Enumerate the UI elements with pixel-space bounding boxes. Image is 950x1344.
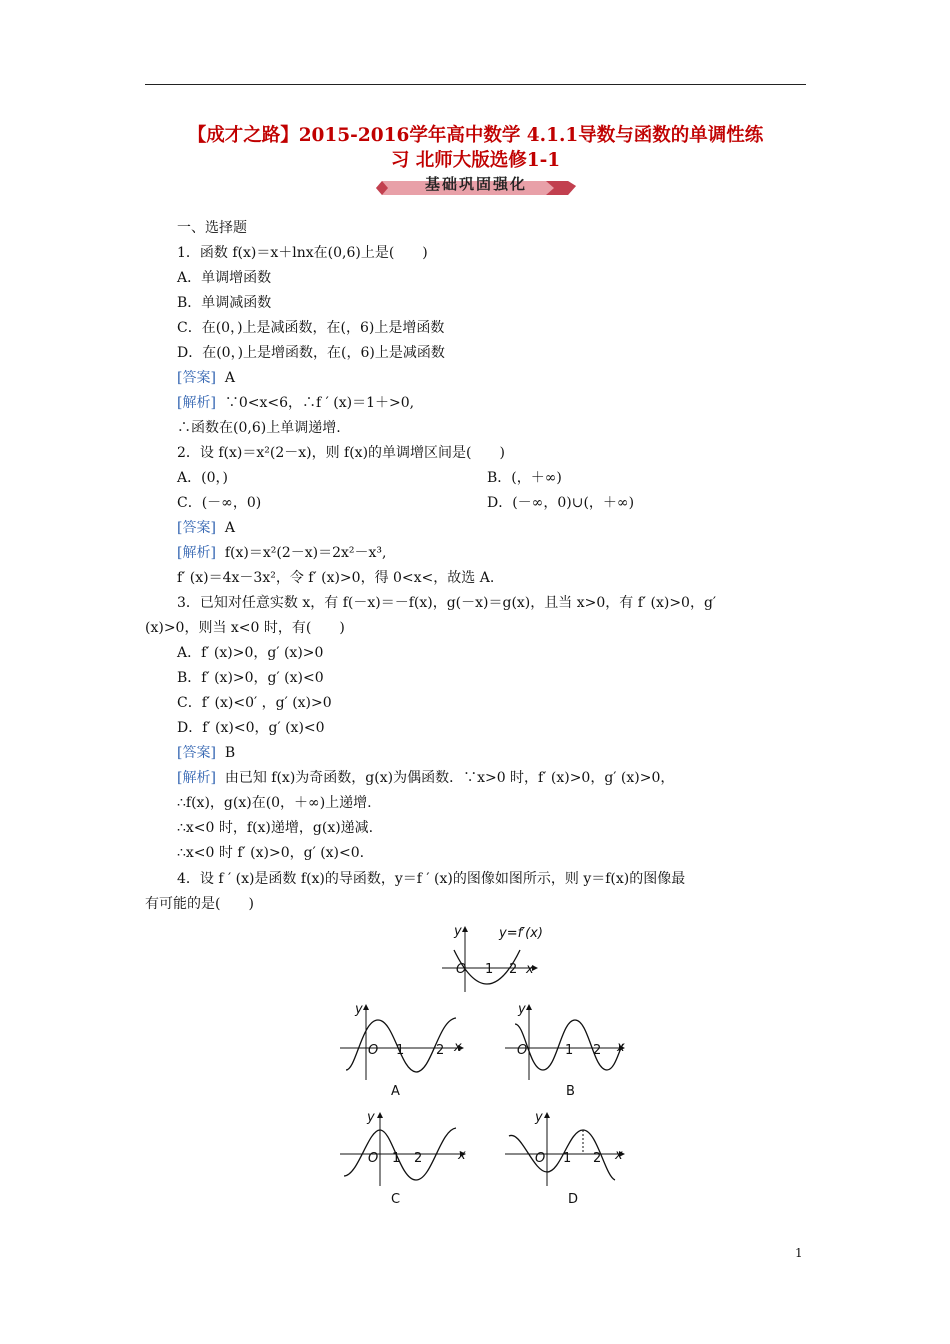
answer-value: A <box>224 370 235 386</box>
q1-option-d: D．在(0，)上是增函数，在(，6)上是减函数 <box>177 345 445 361</box>
origin-label: O <box>456 962 467 977</box>
section-heading: 一、选择题 <box>177 220 247 236</box>
answer-tag: [答案] <box>177 745 216 761</box>
tick-2-label: 2 <box>593 1043 602 1058</box>
q2-option-d: D．(－∞，0)∪(，＋∞) <box>487 495 635 511</box>
q3-option-c: C．f′ (x)<0′ ，g′ (x)>0 <box>177 695 332 711</box>
q2-option-c: C．(－∞，0) <box>177 495 262 511</box>
document-title <box>145 123 806 173</box>
q2-stem: 2．设 f(x)＝x²(2－x)，则 f(x)的单调增区间是( ) <box>177 445 505 461</box>
q1-option-c: C．在(0，)上是减函数，在(，6)上是增函数 <box>177 320 445 336</box>
header-rule <box>145 84 806 85</box>
q3-answer <box>177 743 235 763</box>
q2-answer <box>177 518 235 538</box>
q1-stem: 1．函数 f(x)＝x＋lnx在(0,6)上是( ) <box>177 245 428 261</box>
option-c-label: C <box>391 1192 401 1207</box>
tick-2-label: 2 <box>414 1151 423 1166</box>
q1-option-b: B．单调减函数 <box>177 295 272 311</box>
q1-option-a: A．单调增函数 <box>177 270 272 286</box>
tick-1-label: 1 <box>563 1151 572 1166</box>
axis-x-label: x <box>454 1040 462 1055</box>
origin-label: O <box>368 1151 379 1166</box>
option-d-label: D <box>568 1192 579 1207</box>
title-line-2: 习 北师大版选修1-1 <box>390 150 561 171</box>
q3-stem-1: 3．已知对任意实数 x，有 f(－x)＝－f(x)，g(－x)＝g(x)，且当 x>0，有 f′ (x)>0，g′ <box>177 595 717 611</box>
option-c-graph <box>338 1108 473 1208</box>
option-a-graph <box>338 1000 468 1100</box>
q4-stem-2: 有可能的是( ) <box>145 896 254 912</box>
axis-x-label: x <box>526 962 534 977</box>
q2-option-b: B．(，＋∞) <box>487 470 562 486</box>
title-line-1: 【成才之路】2015-2016学年高中数学 4.1.1导数与函数的单调性练 <box>187 125 764 146</box>
q3-stem-2: (x)>0，则当 x<0 时，有( ) <box>145 620 345 636</box>
q3-option-b: B．f′ (x)>0，g′ (x)<0 <box>177 670 324 686</box>
option-c-svg <box>338 1108 473 1190</box>
answer-value: B <box>224 745 236 761</box>
tick-2-label: 2 <box>436 1043 445 1058</box>
tick-1-label: 1 <box>396 1043 405 1058</box>
q1-explanation-1: [解析] ∵0<x<6，∴f ′ (x)＝1＋>0, <box>177 395 415 411</box>
axis-x-label: x <box>458 1148 466 1163</box>
curve-label: y=f′(x) <box>499 926 543 941</box>
axis-y-label: y <box>367 1110 375 1125</box>
axis-y-label: y <box>355 1002 363 1017</box>
explanation-tag: [解析] <box>177 545 216 561</box>
axis-x-label: x <box>617 1040 625 1055</box>
option-b-graph <box>503 1000 633 1100</box>
q3-option-a: A．f′ (x)>0，g′ (x)>0 <box>177 645 324 661</box>
tick-1-label: 1 <box>485 962 494 977</box>
page-number: 1 <box>795 1246 803 1260</box>
q2-explanation-2: f′ (x)＝4x－3x²，令 f′ (x)>0，得 0<x<，故选 A. <box>177 570 495 586</box>
explanation-tag: [解析] <box>177 770 216 786</box>
answer-tag: [答案] <box>177 520 216 536</box>
answer-tag: [答案] <box>177 370 216 386</box>
q3-explanation-2: ∴f(x)，g(x)在(0，＋∞)上递增. <box>177 795 372 811</box>
axis-y-label: y <box>454 924 462 939</box>
banner-text: 基础巩固强化 <box>424 175 527 193</box>
axis-y-label: y <box>535 1110 543 1125</box>
option-d-graph <box>503 1108 638 1208</box>
q3-option-d: D．f′ (x)<0，g′ (x)<0 <box>177 720 325 736</box>
q1-answer <box>177 368 235 388</box>
axis-x-label: x <box>615 1148 623 1163</box>
q3-explanation-3: ∴x<0 时，f(x)递增，g(x)递减. <box>177 820 374 836</box>
tick-1-label: 1 <box>565 1043 574 1058</box>
origin-label: O <box>368 1043 379 1058</box>
q1-explanation-2: ∴函数在(0,6)上单调递增. <box>177 420 341 436</box>
q4-stem-1: 4．设 f ′ (x)是函数 f(x)的导函数，y＝f ′ (x)的图像如图所示，则 y＝f(x)的图像最 <box>177 871 686 887</box>
q2-option-a: A．(0，) <box>177 470 228 486</box>
option-a-label: A <box>391 1084 400 1099</box>
answer-value: A <box>224 520 235 536</box>
tick-2-label: 2 <box>593 1151 602 1166</box>
q2-explanation-1: [解析] f(x)＝x²(2－x)＝2x²－x³, <box>177 545 387 561</box>
section-banner <box>376 173 576 199</box>
tick-1-label: 1 <box>392 1151 401 1166</box>
figure-derivative-graph <box>440 922 550 994</box>
origin-label: O <box>535 1151 546 1166</box>
origin-label: O <box>517 1043 528 1058</box>
tick-2-label: 2 <box>509 962 518 977</box>
q3-explanation-1: [解析] 由已知 f(x)为奇函数，g(x)为偶函数．∵x>0 时，f′ (x)>0，g′ (x)>0， <box>177 770 675 786</box>
axis-y-label: y <box>518 1002 526 1017</box>
option-b-label: B <box>566 1084 575 1099</box>
explanation-tag: [解析] <box>177 395 216 411</box>
q3-explanation-4: ∴x<0 时 f′ (x)>0，g′ (x)<0. <box>177 845 365 861</box>
